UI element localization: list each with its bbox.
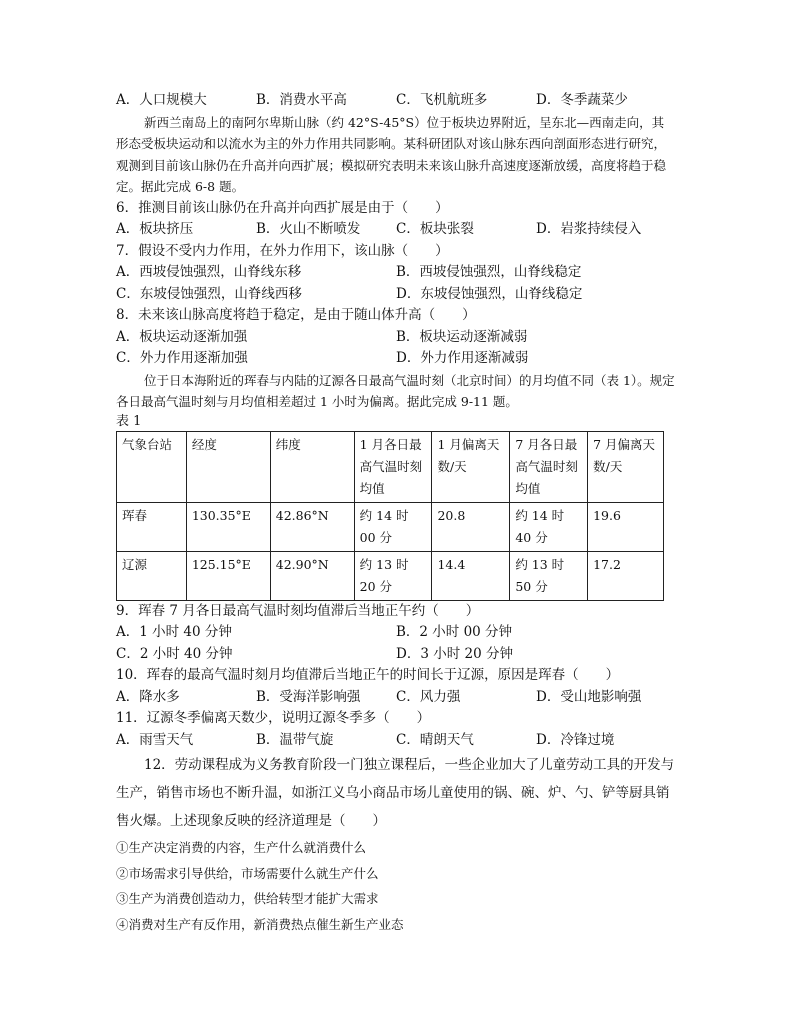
q10-option-c[interactable]: C．风力强 <box>396 688 461 705</box>
table-cell: 125.15°E <box>186 551 270 600</box>
q7-option-b[interactable]: B．西坡侵蚀强烈，山脊线稳定 <box>396 264 582 280</box>
q10-option-b[interactable]: B．受海洋影响强 <box>256 688 361 705</box>
q12-statement-4: ④消费对生产有反作用，新消费热点催生新生产业态 <box>116 916 404 932</box>
table-row <box>117 502 664 551</box>
q7-stem: 7．假设不受内力作用，在外力作用下，该山脉（ ） <box>116 242 449 259</box>
q6-options <box>116 219 676 241</box>
table-cell: 130.35°E <box>186 502 270 551</box>
q6-option-c[interactable]: C．板块张裂 <box>396 221 474 237</box>
table-caption: 表 1 <box>116 413 142 429</box>
passage-9-11: 位于日本海附近的珲春与内陆的辽源各日最高气温时刻（北京时间）的月均值不同（表 1）。规定各日最高气温时刻与月均值相差超过 1 小时为偏离。据此完成 9-11 题。 <box>116 372 675 409</box>
q9-option-c[interactable]: C．2 小时 40 分钟 <box>116 645 233 662</box>
q12-statement-1: ①生产决定消费的内容，生产什么就消费什么 <box>116 840 367 855</box>
q11-option-c[interactable]: C．晴朗天气 <box>396 731 474 748</box>
exam-page <box>116 90 676 937</box>
q9-options-row2 <box>116 644 676 666</box>
q5-option-a[interactable]: A．人口规模大 <box>116 92 207 108</box>
q9-stem: 9．珲春 7 月各日最高气温时刻均值滞后当地正午约（ ） <box>116 602 480 619</box>
table-cell: 14.4 <box>432 551 510 600</box>
q9-option-a[interactable]: A．1 小时 40 分钟 <box>116 624 232 640</box>
q8-option-d[interactable]: D．外力作用逐渐减弱 <box>396 350 529 366</box>
table-cell: 约 14 时 00 分 <box>354 502 432 551</box>
table-cell: 19.6 <box>588 502 664 551</box>
table-header: 气象台站 <box>117 431 187 502</box>
table-cell: 约 14 时 40 分 <box>510 502 588 551</box>
q8-option-c[interactable]: C．外力作用逐渐加强 <box>116 350 248 366</box>
q7-option-c[interactable]: C．东坡侵蚀强烈，山脊线西移 <box>116 285 302 302</box>
table-cell: 20.8 <box>432 502 510 551</box>
table-header: 1 月各日最高气温时刻均值 <box>354 431 432 502</box>
q7-options-row1 <box>116 262 676 284</box>
q8-option-a[interactable]: A．板块运动逐渐加强 <box>116 328 248 345</box>
q7-options-row2 <box>116 284 676 306</box>
q8-option-b[interactable]: B．板块运动逐渐减弱 <box>396 328 528 345</box>
q11-option-d[interactable]: D．冷锋过境 <box>536 731 615 748</box>
table-header: 纬度 <box>270 431 354 502</box>
q12-stem: 12．劳动课程成为义务教育阶段一门独立课程后，一些企业加大了儿童劳动工具的开发与生产，销售市场也不断升温，如浙江义乌小商品市场儿童使用的锅、碗、炉、勺、铲等厨具销售火爆。上述现象反映的经济道理是（ ） <box>116 757 675 829</box>
table-cell: 约 13 时 20 分 <box>354 551 432 600</box>
q9-option-d[interactable]: D．3 小时 20 分钟 <box>396 645 513 662</box>
q7-option-a[interactable]: A．西坡侵蚀强烈，山脊线东移 <box>116 264 302 280</box>
table-header: 7 月偏离天数/天 <box>588 431 664 502</box>
table-cell: 42.86°N <box>270 502 354 551</box>
q6-option-d[interactable]: D．岩浆持续侵入 <box>536 221 642 237</box>
q8-options-row2 <box>116 348 676 370</box>
q7-option-d[interactable]: D．东坡侵蚀强烈，山脊线稳定 <box>396 285 583 302</box>
q11-options <box>116 730 676 752</box>
q6-option-b[interactable]: B．火山不断喷发 <box>256 221 361 237</box>
q10-option-a[interactable]: A．降水多 <box>116 688 180 705</box>
q12-statement-3: ③生产为消费创造动力，供给转型才能扩大需求 <box>116 891 379 906</box>
table-cell: 17.2 <box>588 551 664 600</box>
q5-option-c[interactable]: C．飞机航班多 <box>396 92 488 108</box>
q12-statement-2: ②市场需求引导供给，市场需要什么就生产什么 <box>116 865 379 881</box>
q10-options <box>116 687 676 709</box>
table-row <box>117 551 664 600</box>
data-table <box>116 431 664 601</box>
table-cell: 42.90°N <box>270 551 354 600</box>
q5-options <box>116 90 676 112</box>
q10-stem: 10．珲春的最高气温时刻月均值滞后当地正午的时间长于辽源，原因是珲春（ ） <box>116 667 620 683</box>
q11-option-b[interactable]: B．温带气旋 <box>256 731 334 748</box>
table-header-row <box>117 431 664 502</box>
table-header: 1 月偏离天数/天 <box>432 431 510 502</box>
q5-option-b[interactable]: B．消费水平高 <box>256 92 347 108</box>
passage-6-8: 新西兰南岛上的南阿尔卑斯山脉（约 42°S-45°S）位于板块边界附近，呈东北—西南走向，其形态受板块运动和以流水为主的外力作用共同影响。某科研团队对该山脉东西向剖面形态进行研究，观测到目前该山脉仍在升高并向西扩展；模拟研究表明未来该山脉升高速度逐渐放缓，高度将趋于稳定。据此完成 6-8 题。 <box>116 114 667 194</box>
q6-option-a[interactable]: A．板块挤压 <box>116 221 194 237</box>
table-header: 经度 <box>186 431 270 502</box>
table-cell: 约 13 时 50 分 <box>510 551 588 600</box>
q8-stem: 8．未来该山脉高度将趋于稳定，是由于随山体升高（ ） <box>116 307 476 323</box>
q9-options-row1 <box>116 622 676 644</box>
q5-option-d[interactable]: D．冬季蔬菜少 <box>536 92 628 108</box>
q11-option-a[interactable]: A．雨雪天气 <box>116 731 194 748</box>
table-cell: 辽源 <box>117 551 187 600</box>
q11-stem: 11．辽源冬季偏离天数少，说明辽源冬季多（ ） <box>116 710 431 726</box>
table-cell: 珲春 <box>117 502 187 551</box>
q10-option-d[interactable]: D．受山地影响强 <box>536 688 642 705</box>
q8-options-row1 <box>116 327 676 349</box>
q6-stem: 6．推测目前该山脉仍在升高并向西扩展是由于（ ） <box>116 199 449 216</box>
table-header: 7 月各日最高气温时刻均值 <box>510 431 588 502</box>
q9-option-b[interactable]: B．2 小时 00 分钟 <box>396 624 513 640</box>
